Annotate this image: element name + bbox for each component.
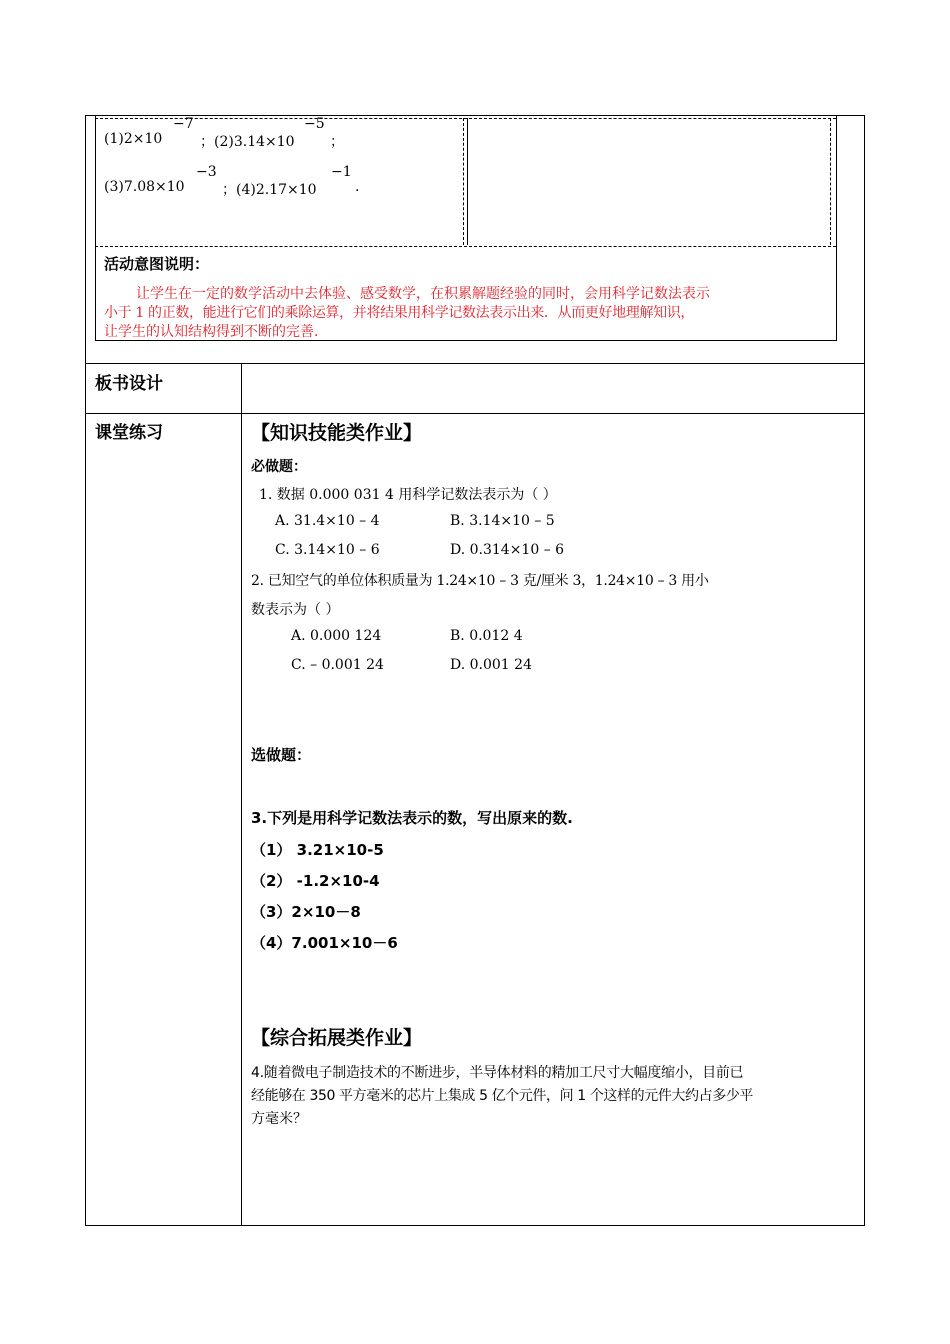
activity-inner-mid-dash <box>463 118 464 245</box>
activity-inner-left-dash <box>95 118 96 245</box>
activity-intent-title: 活动意图说明： <box>104 255 210 273</box>
row-divider-board <box>85 363 865 364</box>
board-design-label: 板书设计 <box>95 374 163 394</box>
activity-intent-line-3: 让学生的认知结构得到不断的完善． <box>104 324 328 340</box>
activity-inner-bottom-dash <box>95 246 836 247</box>
activity-box-right <box>836 115 837 341</box>
classroom-practice-label: 课堂练习 <box>95 423 163 443</box>
activity-intent-line-1: 让学生在一定的数学活动中去体验、感受数学，在积累解题经验的同时，会用科学记数法表示 <box>136 286 710 302</box>
knowledge-skill-title: 【知识技能类作业】 <box>251 422 423 444</box>
activity-inner-mid-solid <box>467 118 468 245</box>
q4-line-2: 经能够在 350 平方毫米的芯片上集成 5 亿个元件，问 1 个这样的元件大约占多少平 <box>251 1088 754 1104</box>
q2-stem-line-1: 2. 已知空气的单位体积质量为 1.24×10 – 3 克/厘米 3，1.24×10 – 3 用小 <box>251 573 709 589</box>
activity-intent-line-2: 小于 1 的正数，能进行它们的乘除运算，并将结果用科学记数法表示出来．从而更好地理解知识， <box>104 305 695 321</box>
q3-stem: 3.下列是用科学记数法表示的数，写出原来的数. <box>251 809 573 827</box>
exercise-1-part-b: ；(2)3.14×10 <box>200 134 295 150</box>
exercise-line-1 <box>104 131 162 147</box>
table-bottom-border <box>85 1225 865 1226</box>
q2-option-b: B. 0.012 4 <box>450 628 523 644</box>
q3-item-3: （3）2×10－8 <box>251 903 361 921</box>
q1-option-a: A. 31.4×10 – 4 <box>275 513 380 529</box>
q1-option-c: C. 3.14×10 – 6 <box>275 542 380 558</box>
q3-item-4: （4）7.001×10－6 <box>251 934 398 952</box>
exercise-2-exponent-a: −3 <box>196 164 217 180</box>
exercise-1-exponent-a: −7 <box>173 116 194 132</box>
q1-stem: 1. 数据 0.000 031 4 用科学记数法表示为（ ） <box>259 487 557 503</box>
q2-option-a: A. 0.000 124 <box>291 628 382 644</box>
q2-stem-line-2: 数表示为（ ） <box>251 602 340 618</box>
required-label: 必做题： <box>251 459 307 475</box>
q1-option-b: B. 3.14×10 – 5 <box>450 513 555 529</box>
activity-inner-top-dash <box>95 118 836 119</box>
exercise-1-exponent-b: −5 <box>304 116 325 132</box>
table-left-border <box>85 115 86 1226</box>
q3-item-2: （2） -1.2×10-4 <box>251 872 380 890</box>
optional-label: 选做题： <box>251 746 312 764</box>
q2-option-d: D. 0.001 24 <box>450 657 532 673</box>
table-top-border <box>85 115 865 116</box>
exercise-1-end: ； <box>330 134 344 150</box>
q1-option-d: D. 0.314×10 – 6 <box>450 542 565 558</box>
exercise-2-part-a: (3)7.08×10 <box>104 179 185 195</box>
q4-line-1: 4.随着微电子制造技术的不断进步，半导体材料的精加工尺寸大幅度缩小，目前已 <box>251 1065 744 1081</box>
q3-item-1: （1） 3.21×10-5 <box>251 841 384 859</box>
exercise-2-end: . <box>355 179 360 195</box>
table-right-border <box>864 115 865 1226</box>
activity-inner-right-dash <box>830 118 831 245</box>
q2-option-c: C. – 0.001 24 <box>291 657 384 673</box>
row-divider-practice <box>85 413 865 414</box>
label-column-divider <box>241 363 242 1226</box>
exercise-1-part-a: (1)2×10 <box>104 131 163 147</box>
exercise-2-exponent-b: −1 <box>331 164 352 180</box>
q4-line-3: 方毫米？ <box>251 1111 307 1127</box>
exercise-2-part-b: ；(4)2.17×10 <box>222 182 317 198</box>
comprehensive-extension-title: 【综合拓展类作业】 <box>251 1027 423 1049</box>
